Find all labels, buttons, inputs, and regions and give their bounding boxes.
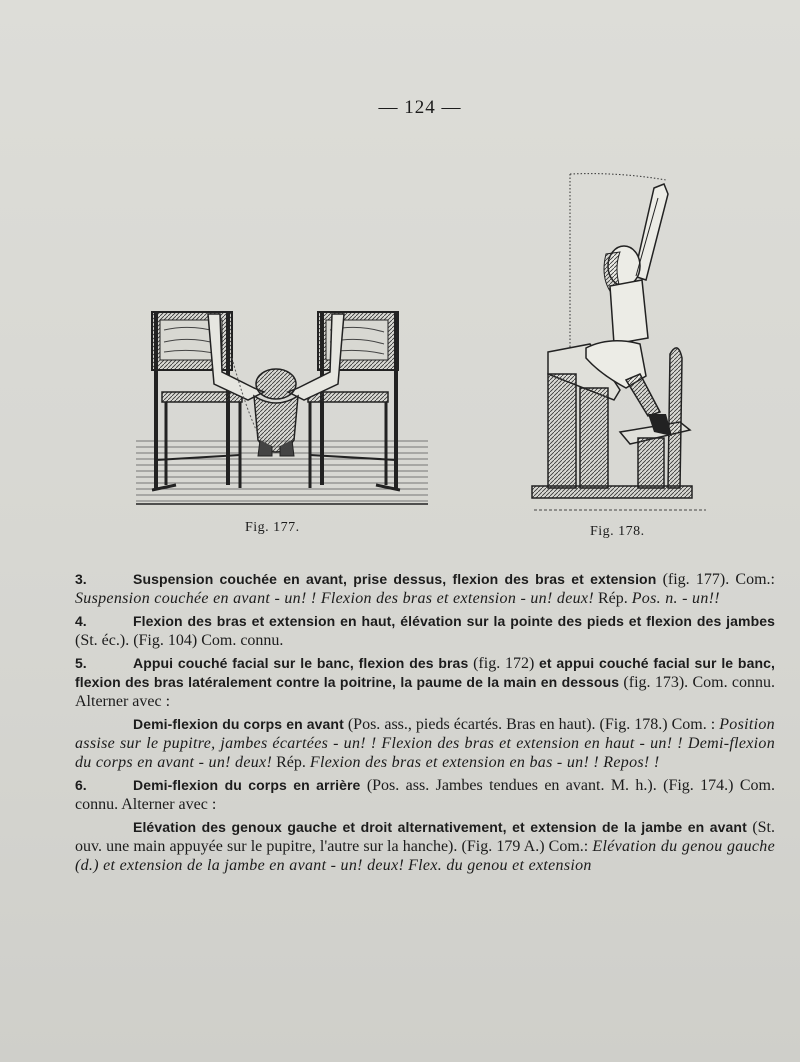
text: (fig. 177). Com.:	[656, 571, 775, 588]
paragraph-4	[75, 612, 775, 650]
command-text: Elévation du genou gauche (d.) et extension de la jambe en avant - un! deux!	[75, 838, 775, 874]
text: (fig. 172)	[468, 655, 540, 672]
figure-178-illustration	[530, 168, 710, 518]
desk-seated-stretch-engraving	[530, 168, 710, 518]
text: (Pos. ass., pieds écartés. Bras en haut). (Fig. 178.) Com. :	[343, 716, 720, 733]
page-number: — 124 —	[378, 97, 462, 118]
item-number: 4.	[75, 613, 87, 629]
exercise-heading: Demi-flexion du corps en avant	[133, 716, 344, 732]
item-number: 5.	[75, 655, 87, 671]
command-text: Position assise sur le pupitre, jambes écartées - un! ! Flexion des bras et extension en haut - un! ! Demi-flexion du corps en avant - un! deux!	[75, 716, 775, 771]
exercise-heading: Flexion des bras et extension en haut, élévation sur la pointe des pieds et flexion des jambes	[133, 613, 775, 629]
paragraph-6	[75, 776, 775, 814]
paragraph-5	[75, 654, 775, 711]
figure-177-caption: Fig. 177.	[245, 520, 300, 535]
figure-177-illustration	[136, 300, 428, 510]
body-text	[75, 570, 775, 879]
exercise-heading: Elévation des genoux gauche et droit alternativement, et extension de la jambe en avant	[133, 819, 747, 835]
text: Rép.	[593, 590, 632, 607]
paragraph-5-alternate	[75, 715, 775, 772]
paragraph-6-alternate	[75, 818, 775, 875]
exercise-heading: et appui couché facial sur le banc, flexion des bras latéralement contre la poitrine, la paume de la main en dessous	[75, 655, 775, 690]
command-text: Suspension couchée en avant - un! ! Flexion des bras et extension - un! deux!	[75, 590, 594, 607]
item-number: 6.	[75, 777, 87, 793]
text: Rép.	[272, 754, 310, 771]
text: (St. éc.). (Fig. 104) Com. connu.	[75, 632, 284, 649]
paragraph-3	[75, 570, 775, 608]
command-text: Flex. du genou et extension	[408, 857, 592, 874]
exercise-heading: Suspension couchée en avant, prise dessus, flexion des bras et extension	[133, 571, 657, 587]
text: (St. ouv. une main appuyée sur le pupitre, l'autre sur la hanche). (Fig. 179 A.) Com.:	[75, 819, 775, 855]
item-number: 3.	[75, 571, 87, 587]
text: (Pos. ass. Jambes tendues en avant. M. h.). (Fig. 174.) Com. connu. Alterner avec :	[75, 777, 776, 813]
text: (fig. 173). Com. connu. Alterner avec :	[75, 674, 775, 710]
command-text: Flexion des bras et extension en bas - un! ! Repos! !	[309, 754, 660, 771]
exercise-heading: Appui couché facial sur le banc, flexion des bras	[133, 655, 469, 671]
figure-178-caption: Fig. 178.	[590, 524, 645, 539]
exercise-heading: Demi-flexion du corps en arrière	[133, 777, 361, 793]
chairs-suspension-engraving	[136, 300, 428, 510]
command-text: Pos. n. - un!!	[631, 590, 720, 607]
